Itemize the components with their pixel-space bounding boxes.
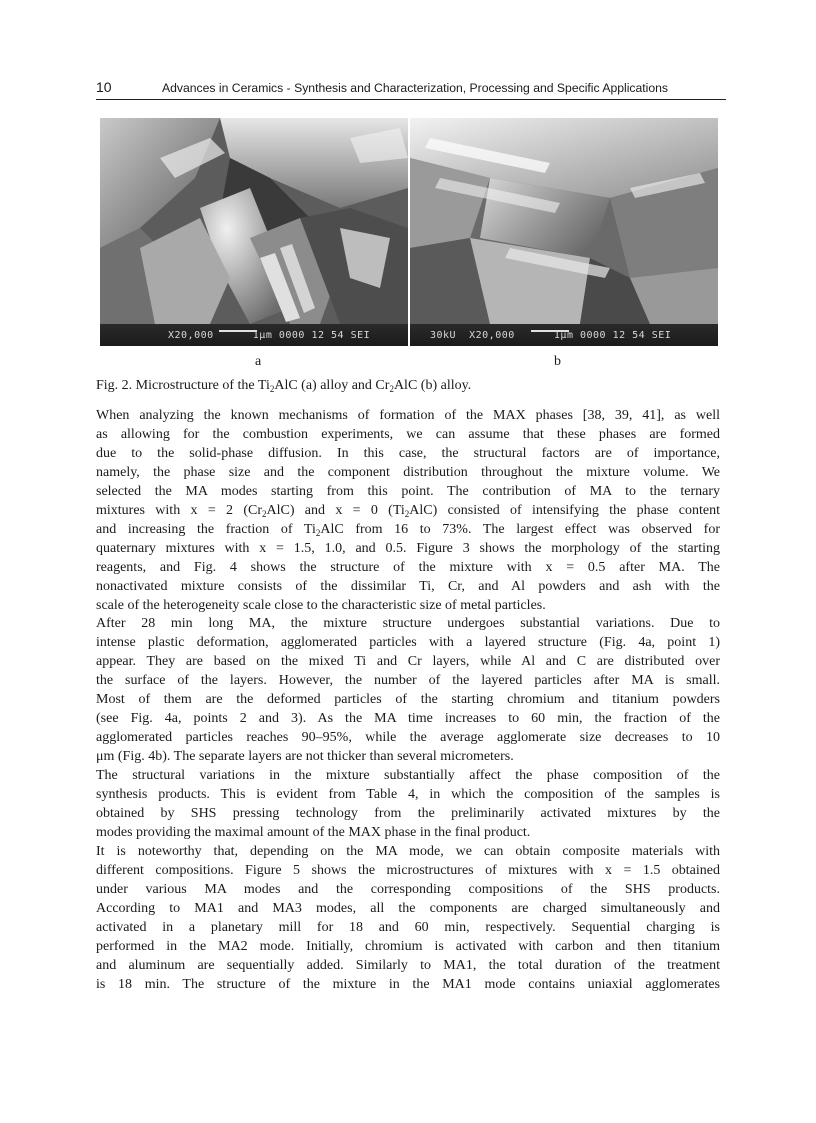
text-line: the surface of the layers. However, the number of the layered particles after MA is small. <box>96 673 720 689</box>
sem-info-b: 30kU X20,000 1μm 0000 12 54 SEI <box>430 330 672 341</box>
text-line: After 28 min long MA, the mixture structure undergoes substantial variations. Due to <box>96 616 720 632</box>
text-line: (see Fig. 4a, points 2 and 3). As the MA time increases to 60 min, the fraction of the <box>96 711 720 727</box>
page-header <box>96 79 726 100</box>
subfigure-label-a: a <box>255 354 262 369</box>
text-line: reagents, and Fig. 4 shows the structure of the mixture with x = 0.5 after MA. The <box>96 559 720 575</box>
paragraph-4 <box>96 843 720 995</box>
text-line: is 18 min. The structure of the mixture in the MA1 mode contains uniaxial agglomerates <box>96 976 720 992</box>
page-number: 10 <box>96 79 112 95</box>
text-line: agglomerated particles reaches 90–95%, while the average agglomerate size decreases to 10 <box>96 730 720 746</box>
running-title: Advances in Ceramics - Synthesis and Characterization, Processing and Specific Applications <box>162 81 669 95</box>
text-line: quaternary mixtures with x = 1.5, 1.0, and 0.5. Figure 3 shows the morphology of the starting <box>96 540 720 556</box>
subfigure-label-b: b <box>554 354 561 369</box>
text-line: modes providing the maximal amount of the MAX phase in the final product. <box>96 824 531 840</box>
text-line: When analyzing the known mechanisms of formation of the MAX phases [38, 39, 41], as well <box>96 408 720 423</box>
text-line: namely, the phase size and the component distribution throughout the mixture volume. We <box>96 464 720 480</box>
sem-info-a: X20,000 1μm 0000 12 54 SEI <box>168 330 371 341</box>
text-line: It is noteworthy that, depending on the MA mode, we can obtain composite materials with <box>96 843 720 859</box>
micrograph-a <box>100 118 408 346</box>
sem-image-a <box>100 118 408 346</box>
text-line: synthesis products. This is evident from Table 4, in which the composition of the samples is <box>96 787 720 803</box>
figure-caption: Fig. 2. Microstructure of the $Ti_2AlC$ (a) alloy and $Cr_2AlC$ (b) alloy. <box>96 378 472 394</box>
text-line: activated in a planetary mill for 18 and 60 min, respectively. Sequential charging is <box>96 919 720 935</box>
text-line: obtained by SHS pressing technology from the preliminarily activated mixtures by the <box>96 806 720 822</box>
text-line: due to the solid-phase diffusion. In this case, the structural factors are of importance, <box>96 445 720 461</box>
text-line: under various MA modes and the corresponding compositions of the SHS products. <box>96 881 720 897</box>
text-line: μm (Fig. 4b). The separate layers are not thicker than several micrometers. <box>96 749 514 765</box>
text-line: and aluminum are sequentially added. Similarly to MA1, the total duration of the treatment <box>96 957 720 973</box>
text-line: According to MA1 and MA3 modes, all the components are charged simultaneously and <box>96 900 720 916</box>
text-line: The structural variations in the mixture substantially affect the phase composition of the <box>96 768 720 784</box>
text-line: intense plastic deformation, agglomerated particles with a layered structure (Fig. 4a, point 1) <box>96 635 720 651</box>
text-line: Most of them are the deformed particles of the starting chromium and titanium powders <box>96 692 720 708</box>
sem-image-b <box>410 118 718 346</box>
text-line: selected the MA modes starting from this point. The contribution of MA to the ternary <box>96 483 720 499</box>
paragraph-2 <box>96 615 720 767</box>
text-line: performed in the MA2 mode. Initially, chromium is activated with carbon and then titanium <box>96 938 720 954</box>
paragraph-1 <box>96 407 720 615</box>
text-line: mixtures with x = 2 $(Cr_2AlC)$ and x = 0 $(Ti_2AlC)$ consisted of intensifying the phase content <box>96 502 720 519</box>
body-text <box>96 407 720 995</box>
text-line: scale of the heterogeneity scale close to the characteristic size of metal particles. <box>96 597 546 613</box>
text-line: appear. They are based on the mixed Ti and Cr layers, while Al and C are distributed over <box>96 654 720 670</box>
text-line: nonactivated mixture consists of the dissimilar Ti, Cr, and Al powders and ash with the <box>96 578 720 594</box>
figure-2 <box>100 118 718 346</box>
text-line: and increasing the fraction of $Ti_2AlC$ from 16 to 73%. The largest effect was observed for <box>96 521 720 538</box>
micrograph-b <box>410 118 718 346</box>
text-line: as allowing for the combustion experiments, we can assume that these phases are formed <box>96 426 720 442</box>
paragraph-3 <box>96 767 720 843</box>
text-line: different compositions. Figure 5 shows the microstructures of mixtures with x = 1.5 obtained <box>96 862 720 878</box>
